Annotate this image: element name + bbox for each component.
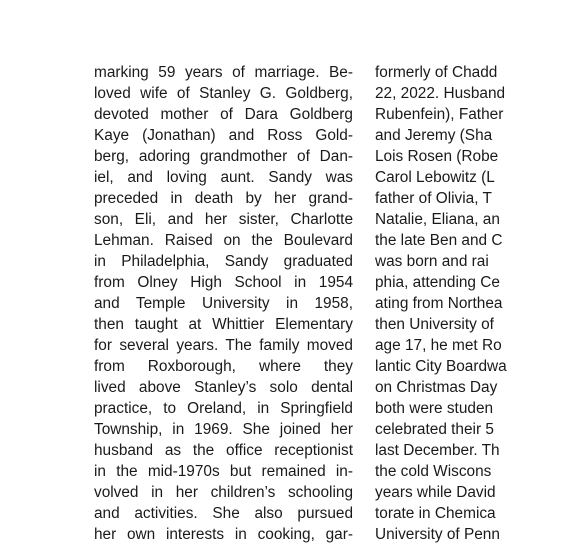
text-line-right: both were studen: [375, 400, 494, 417]
text-line-right: Rubenfein), Father: [375, 106, 504, 123]
text-line-right: ating from Northea: [375, 295, 503, 312]
text-line-right: phia, attending Ce: [375, 274, 500, 291]
text-line-left: her own interests in cooking, gar-: [94, 526, 353, 543]
text-line-left: from Roxborough, where they: [94, 358, 353, 375]
text-line-left: Lehman. Raised on the Boulevard: [94, 232, 353, 249]
text-line-left: from Olney High School in 1954: [94, 274, 353, 291]
text-line-right: age 17, he met Ro: [375, 337, 502, 354]
text-line-right: torate in Chemica: [375, 505, 496, 522]
text-line-right: University of Penn: [375, 526, 500, 543]
text-line-right: years while David: [375, 484, 496, 501]
text-line-left: berg, adoring grandmother of Dan-: [94, 148, 353, 165]
text-line-right: father of Olivia, T: [375, 190, 492, 207]
text-line-left: iel, and loving aunt. Sandy was: [94, 169, 353, 186]
text-line-left: practice, to Oreland, in Springfield: [94, 400, 353, 417]
text-line-right: and Jeremy (Sha: [375, 127, 493, 144]
text-line-left: lived above Stanley’s solo dental: [94, 379, 353, 396]
text-line-left: then taught at Whittier Elementary: [94, 316, 353, 333]
text-line-left: for several years. The family moved: [94, 337, 353, 354]
obituary-column-right: [375, 62, 575, 545]
text-line-left: in the mid-1970s but remained in-: [94, 463, 353, 480]
text-line-right: formerly of Chadd: [375, 64, 498, 81]
text-line-left: and Temple University in 1958,: [94, 295, 353, 312]
text-line-right: the late Ben and C: [375, 232, 503, 249]
text-line-right: the cold Wiscons: [375, 463, 492, 480]
text-line-right: Lois Rosen (Robe: [375, 148, 499, 165]
text-line-right: then University of: [375, 316, 494, 333]
obituary-column-left: [94, 62, 353, 545]
text-line-left: marking 59 years of marriage. Be-: [94, 64, 353, 81]
text-line-left: loved wife of Stanley G. Goldberg,: [94, 85, 353, 102]
text-line-left: devoted mother of Dara Goldberg: [94, 106, 353, 123]
text-line-right: Natalie, Eliana, an: [375, 211, 500, 228]
text-line-right: Carol Lebowitz (L: [375, 169, 495, 186]
text-line-right: on Christmas Day: [375, 379, 498, 396]
text-line-left: preceded in death by her grand-: [94, 190, 353, 207]
text-line-left: in Philadelphia, Sandy graduated: [94, 253, 353, 270]
text-line-left: volved in her children’s schooling: [94, 484, 353, 501]
text-line-right: was born and rai: [375, 253, 489, 270]
text-line-left: husband as the office receptionist: [94, 442, 353, 459]
text-line-right: celebrated their 5: [375, 421, 494, 438]
text-line-left: son, Eli, and her sister, Charlotte: [94, 211, 353, 228]
text-line-left: and activities. She also pursued: [94, 505, 353, 522]
text-line-left: Township, in 1969. She joined her: [94, 421, 353, 438]
text-line-right: last December. Th: [375, 442, 500, 459]
text-line-right: lantic City Boardwa: [375, 358, 507, 375]
text-line-right: 22, 2022. Husband: [375, 85, 506, 102]
text-line-left: Kaye (Jonathan) and Ross Gold-: [94, 127, 353, 144]
